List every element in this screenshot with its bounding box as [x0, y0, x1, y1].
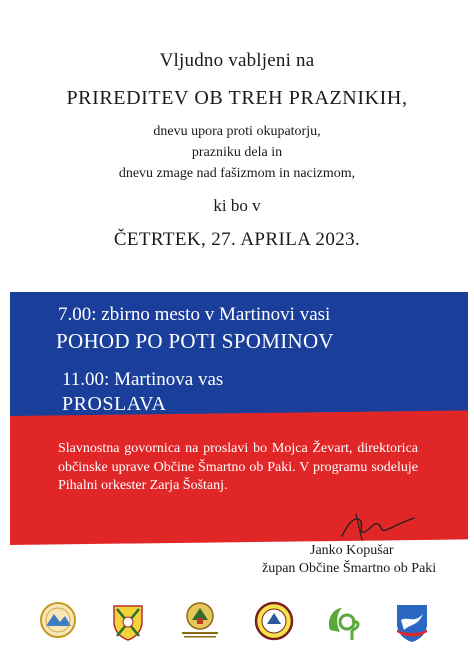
program-item-name: POHOD PO POTI SPOMINOV	[56, 329, 334, 353]
occasion-line: prazniku dela in	[191, 145, 283, 160]
municipality-coat-of-arms-icon	[392, 600, 432, 644]
round-association-badge-icon	[254, 600, 294, 644]
signatory-title: župan Občine Šmartno ob Paki	[262, 561, 437, 576]
event-date: ČETRTEK, 27. APRILA 2023.	[113, 229, 361, 250]
handwritten-signature-icon	[338, 510, 418, 544]
invitation-intro: Vljudno vabljeni na	[159, 50, 315, 71]
occasion-line: dnevu upora proti okupatorju,	[153, 124, 321, 139]
program-item-time-place: 11.00: Martinova vas	[62, 369, 224, 390]
crossed-swords-shield-icon	[108, 600, 148, 644]
event-title: PRIREDITEV OB TREH PRAZNIKIH,	[66, 87, 408, 109]
circular-society-seal-icon	[38, 600, 78, 644]
green-sop-logo-icon	[322, 600, 362, 644]
occasion-line: dnevu zmage nad fašizmom in nacizmom,	[118, 166, 356, 181]
veterans-union-emblem-icon	[176, 600, 224, 644]
signatory-name: Janko Kopušar	[310, 543, 394, 558]
ki-bo-line: ki bo v	[213, 196, 261, 215]
speech-paragraph: Slavnostna govornica na proslavi bo Mojca Ževart, direktorica občinske uprave Občine Šmartno ob Paki. V programu sodeluje Pihalni orkester Zarja Šoštanj.	[58, 441, 418, 493]
program-item-name: PROSLAVA	[62, 393, 167, 415]
program-item-time-place: 7.00: zbirno mesto v Martinovi vasi	[58, 304, 331, 325]
